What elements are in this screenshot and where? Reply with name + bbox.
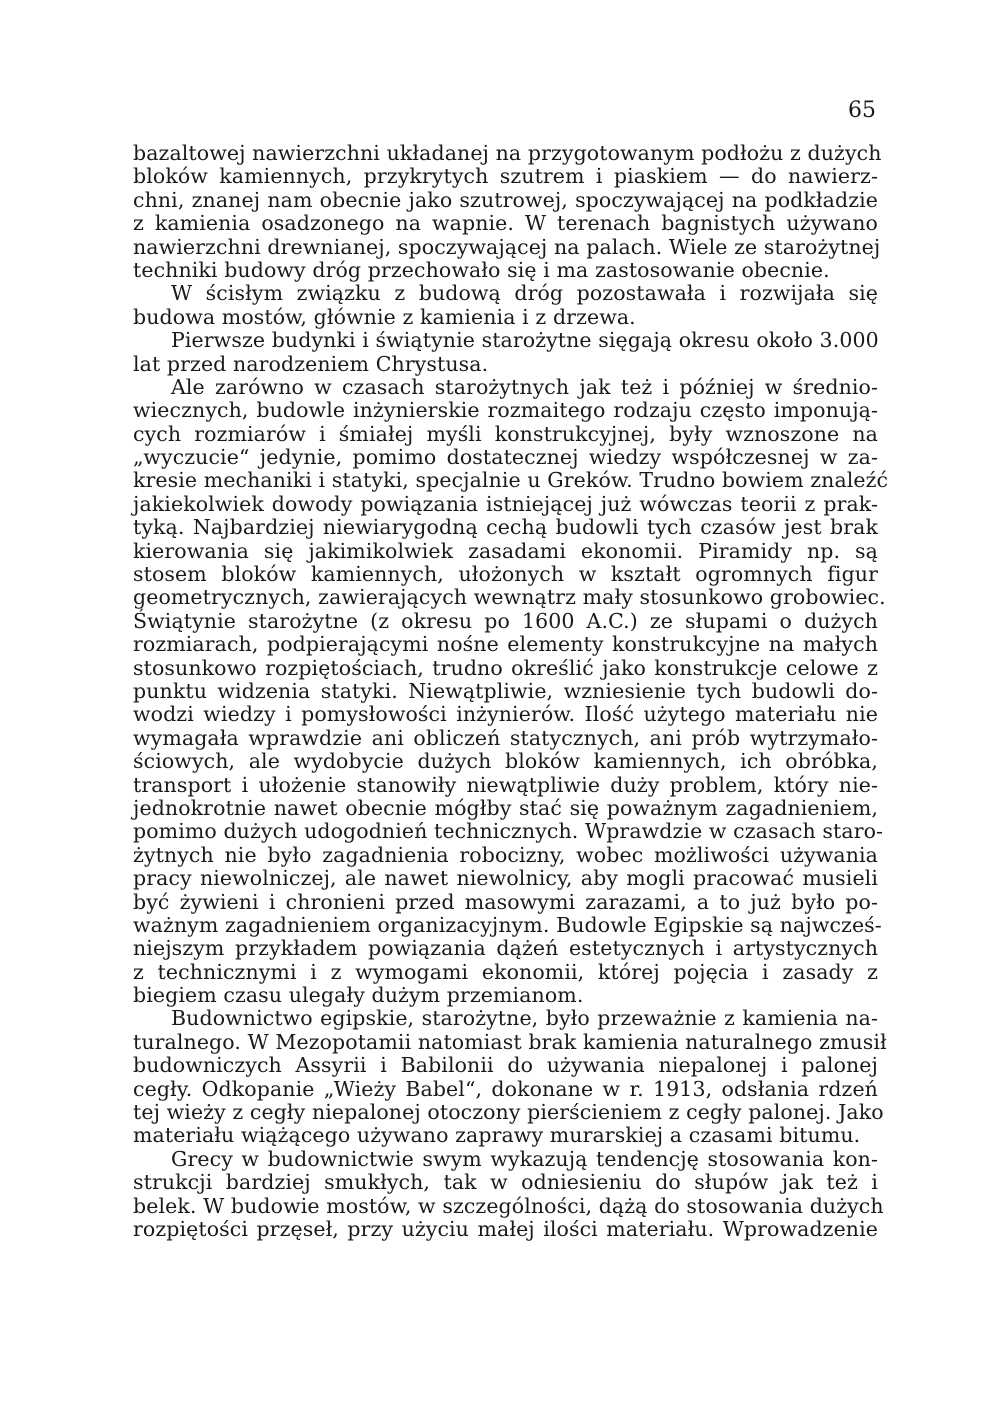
paragraph	[133, 374, 889, 1008]
text-line: punktu widzenia statyki. Niewątpliwie, wzniesienie tych budowli do-	[133, 678, 878, 703]
text-line: stosem bloków kamiennych, ułożonych w kształt ogromnych figur	[133, 562, 878, 587]
text-line: biegiem czasu ulegały dużym przemianom.	[133, 983, 584, 1008]
text-line: „wyczucie“ jedynie, pomimo dostatecznej wiedzy współczesnej w za-	[133, 445, 878, 470]
text-line: nawierzchni drewnianej, spoczywającej na palach. Wiele ze starożytnej	[133, 234, 881, 259]
text-line: jakiekolwiek dowody powiązania istniejącej już wówczas teorii z prak-	[133, 491, 878, 516]
paragraph	[133, 329, 878, 376]
text-line: stosunkowo rozpiętościach, trudno określić jako konstrukcje celowe z	[133, 655, 878, 680]
text-line: niejszym przykładem powiązania dążeń estetycznych i artystycznych	[133, 936, 878, 961]
text-line: ściowych, ale wydobycie dużych bloków kamiennych, ich obróbka,	[133, 749, 878, 774]
text-line: geometrycznych, zawierających wewnątrz mały stosunkowo grobowiec.	[133, 585, 886, 610]
text-line: wiecznych, budowle inżynierskie rozmaitego rodzaju często imponują-	[133, 398, 878, 423]
text-line: kierowania się jakimikolwiek zasadami ekonomii. Piramidy np. są	[133, 538, 878, 563]
text-line: wodzi wiedzy i pomysłowości inżynierów. Ilość użytego materiału nie	[133, 702, 878, 727]
text-line: kresie mechaniki i statyki, specjalnie u Greków. Trudno bowiem znaleźć	[133, 468, 889, 493]
text-line: pomimo dużych udogodnień technicznych. Wprawdzie w czasach staro-	[133, 819, 884, 844]
paragraph	[133, 1146, 884, 1242]
text-line: transport i ułożenie stanowiły niewątpliwie duży problem, który nie-	[133, 772, 878, 797]
text-line: Świątynie starożytne (z okresu po 1600 A.C.) ze słupami o dużych	[133, 608, 878, 633]
text-line: strukcji bardziej smukłych, tak w odniesieniu do słupów jak też i	[133, 1170, 878, 1195]
text-line: tyką. Najbardziej niewiarygodną cechą budowli tych czasów jest brak	[133, 515, 878, 540]
text-line: Grecy w budownictwie swym wykazują tendencję stosowania kon-	[171, 1146, 878, 1171]
text-line: Budownictwo egipskie, starożytne, było przeważnie z kamienia na-	[171, 1006, 878, 1031]
paragraph	[133, 1006, 887, 1148]
text-line: lat przed narodzeniem Chrystusa.	[133, 351, 489, 376]
text-line: belek. W budowie mostów, w szczególności, dążą do stosowania dużych	[133, 1193, 884, 1218]
text-line: z kamienia osadzonego na wapnie. W terenach bagnistych używano	[133, 211, 878, 236]
text-line: jednokrotnie nawet obecnie mógłby stać się poważnym zagadnieniem,	[133, 795, 878, 820]
page-text	[133, 141, 889, 1241]
text-line: Ale zarówno w czasach starożytnych jak też i później w średnio-	[171, 374, 878, 399]
text-line: z technicznymi i z wymogami ekonomii, której pojęcia i zasady z	[133, 959, 878, 984]
text-line: ważnym zagadnieniem organizacyjnym. Budowle Egipskie są najwcześ-	[133, 912, 882, 937]
text-line: wymagała wprawdzie ani obliczeń statycznych, ani prób wytrzymało-	[133, 725, 878, 750]
text-line: pracy niewolniczej, ale nawet niewolnicy, aby mogli pracować musieli	[133, 866, 878, 891]
text-line: być żywieni i chronieni przed masowymi zarazami, a to już było po-	[133, 889, 878, 914]
text-line: rozmiarach, podpierającymi nośne elementy konstrukcyjne na małych	[133, 632, 878, 657]
text-line: cegły. Odkopanie „Wieży Babel“, dokonane w r. 1913, odsłania rdzeń	[133, 1076, 878, 1101]
paragraph	[133, 141, 882, 282]
text-line: bazaltowej nawierzchni układanej na przygotowanym podłożu z dużych	[133, 141, 882, 165]
paragraph	[133, 282, 878, 329]
text-line: Pierwsze budynki i świątynie starożytne sięgają okresu około 3.000	[171, 328, 879, 353]
text-line: żytnych nie było zagadnienia robocizny, wobec możliwości używania	[133, 842, 878, 867]
text-line: chni, znanej nam obecnie jako szutrowej, spoczywającej na podkładzie	[133, 187, 878, 212]
text-line: techniki budowy dróg przechowało się i ma zastosowanie obecnie.	[133, 257, 830, 282]
text-line: turalnego. W Mezopotamii natomiast brak kamienia naturalnego zmusił	[133, 1029, 887, 1054]
text-line: W ścisłym związku z budową dróg pozostawała i rozwijała się	[171, 281, 878, 306]
text-line: budowa mostów, głównie z kamienia i z drzewa.	[133, 304, 636, 329]
text-line: budowniczych Assyrii i Babilonii do używania niepalonej i palonej	[133, 1053, 878, 1078]
text-line: bloków kamiennych, przykrytych szutrem i piaskiem — do nawierz-	[133, 164, 878, 189]
text-line: cych rozmiarów i śmiałej myśli konstrukcyjnej, były wznoszone na	[133, 421, 878, 446]
text-line: rozpiętości przęseł, przy użyciu małej ilości materiału. Wprowadzenie	[133, 1216, 878, 1241]
text-line: tej wieży z cegły niepalonej otoczony pierścieniem z cegły palonej. Jako	[133, 1100, 884, 1125]
page-number: 65	[848, 98, 876, 123]
text-line: materiału wiążącego używano zaprawy murarskiej a czasami bitumu.	[133, 1123, 861, 1148]
